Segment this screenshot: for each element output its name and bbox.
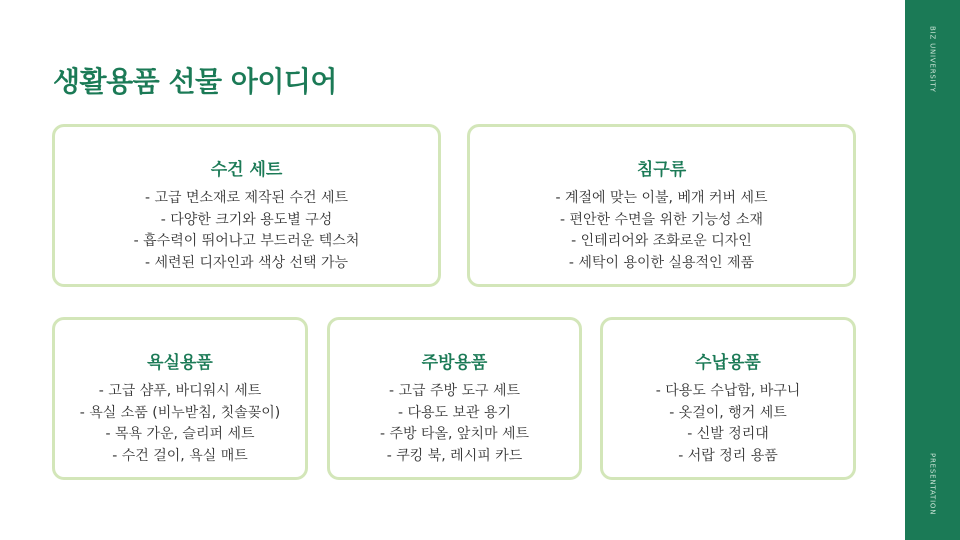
card-line: - 목욕 가운, 슬리퍼 세트	[105, 426, 255, 442]
card-line: - 옷걸이, 행거 세트	[669, 404, 787, 421]
card-line: - 다용도 보관 용기	[397, 404, 512, 421]
card-towel-set	[52, 124, 441, 287]
card-line: - 쿠킹 북, 레시피 카드	[386, 447, 523, 464]
card-description	[603, 381, 853, 467]
card-description	[55, 381, 305, 467]
card-line: - 세련된 디자인과 색상 선택 가능	[144, 254, 349, 271]
card-line: - 계절에 맞는 이불, 베개 커버 세트	[555, 190, 768, 206]
card-line: - 신발 정리대	[687, 426, 769, 442]
card-line: - 흡수력이 뛰어나고 부드러운 텍스처	[133, 233, 360, 249]
card-title: 수건 세트	[210, 160, 283, 180]
card-line: - 인테리어와 조화로운 디자인	[571, 233, 752, 249]
card-bedding	[467, 124, 856, 287]
card-title: 침구류	[636, 160, 687, 180]
card-line: - 서랍 정리 용품	[678, 447, 778, 464]
card-kitchen-products	[327, 317, 582, 480]
card-line: - 주방 타올, 앞치마 세트	[379, 426, 530, 442]
card-line: - 고급 주방 도구 세트	[388, 383, 521, 399]
card-line: - 세탁이 용이한 실용적인 제품	[568, 254, 755, 271]
card-line: - 고급 면소재로 제작된 수건 세트	[144, 190, 349, 206]
card-line: - 편안한 수면을 위한 기능성 소재	[559, 211, 764, 228]
side-bar	[905, 0, 960, 540]
card-description	[470, 188, 853, 274]
card-line: - 수건 걸이, 욕실 매트	[112, 447, 248, 464]
card-bath-products	[52, 317, 308, 480]
card-title: 수납용품	[695, 353, 761, 373]
card-title: 주방용품	[421, 353, 488, 373]
sidebar-presentation-text: PRESENTATION	[928, 453, 937, 516]
card-storage-products	[600, 317, 856, 480]
card-line: - 고급 샴푸, 바디워시 세트	[98, 383, 262, 399]
card-description	[55, 188, 438, 274]
card-title: 욕실용품	[147, 353, 213, 373]
card-line: - 다용도 수납함, 바구니	[655, 383, 801, 399]
card-description	[330, 381, 579, 467]
card-line: - 욕실 소품 (비누받침, 칫솔꽂이)	[79, 404, 281, 421]
page-title: 생활용품 선물 아이디어	[53, 65, 337, 98]
sidebar-brand-text: BIZ UNIVERSITY	[928, 26, 937, 93]
card-line: - 다양한 크기와 용도별 구성	[160, 211, 333, 228]
